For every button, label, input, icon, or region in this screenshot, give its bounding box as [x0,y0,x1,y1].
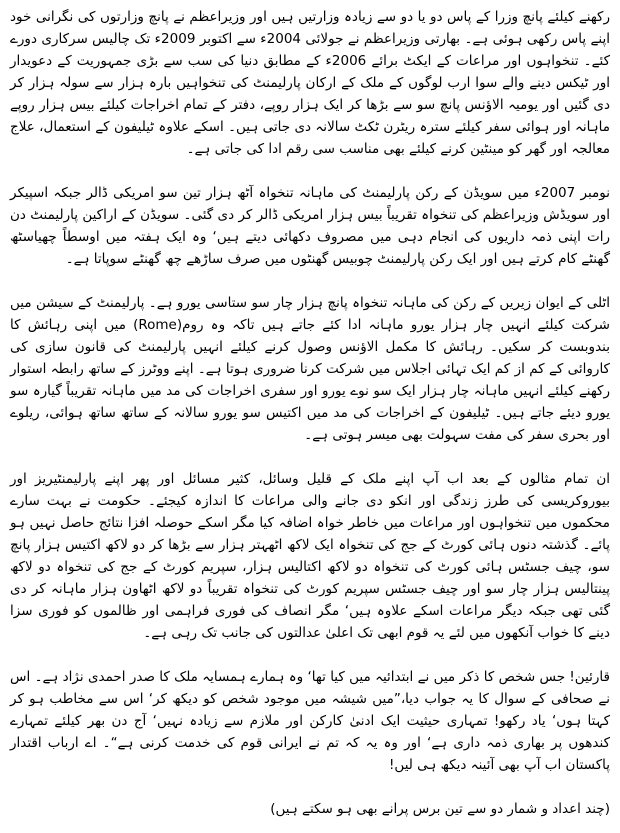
paragraph-5: قارئین! جس شخص کا ذکر میں نے ابتدائیہ میں کیا تھا‘ وہ ہمارے ہمسایہ ملک کا صدر احمدی نژاد ہے۔ اس نے صحافی کے سوال کا یہ جواب دیا،”میں شیشہ میں موجود شخص کو دیکھ کر‘ اس سے مخاطب ہو کر کہتا ہوں‘ یاد رکھو! تمہاری حیثیت ایک ادنیٰ کارکن اور ملازم سے زیادہ نہیں‘ آج دن بھر کیلئے تمہارے کندھوں پر بھاری ذمہ داری ہے‘ اور وہ یہ کہ تم نے ایرانی قوم کی خدمت کرنی ہے“۔ اے ارباب اقتدار پاکستان اب آپ بھی آئینہ دیکھ ہی لیں! [10,669,610,773]
paragraph-3: اٹلی کے ایوان زیریں کے رکن کی ماہانہ تنخواہ پانچ ہزار چار سو ستاسی یورو ہے۔ پارلیمنٹ کے سیشن میں شرکت کیلئے انہیں چار ہزار یورو ماہانہ ادا کئے جاتے ہیں تاکہ وہ روم(Rome) میں اپنی رہائش کا بندوبست کر سکیں۔ رہائش کا مکمل الاؤنس وصول کرنے کیلئے انہیں پارلیمنٹ کی قانون سازی کی کاروائی کے کم از کم ایک تہائی اجلاس میں شرکت کرنا ضروری ہوتا ہے۔ اپنے ووٹرز کے ساتھ رابطہ استوار رکھنے کیلئے انہیں ماہانہ چار ہزار ایک سو نوے یورو اور سفری اخراجات کی مد میں ماہانہ تقریباً گیارہ سو یورو دیئے جاتے ہیں۔ ٹیلیفون کے اخراجات کی مد میں اکتیس سو یورو سالانہ کے ساتھ ساتھ ہوائی، ریلوے اور بحری سفر کی مفت سہولت بھی میسر ہوتی ہے۔ [10,295,610,443]
footnote: (چند اعداد و شمار دو سے تین برس پرانے بھی ہو سکتے ہیں) [270,801,610,817]
paragraph-4: ان تمام مثالوں کے بعد اب آپ اپنے ملک کے قلیل وسائل، کثیر مسائل اور پھر اپنے پارلیمنٹیریز اور بیوروکریسی کی طرز زندگی اور انکو دی جانے والی مراعات کا اندازہ کیجئے۔ حکومت نے بہت سارے محکموں میں تنخواہوں اور مراعات میں خاطر خواہ اضافہ کیا مگر اسکے حوصلہ افزا نتائج حاصل نہیں ہو پائے۔ گذشتہ دنوں ہائی کورٹ کے جج کی تنخواہ ایک لاکھ اٹھہتر ہزار سے بڑھا کر دو لاکھ اکتیس ہزار پانچ سو، چیف جسٹس ہائی کورٹ کی تنخواہ دو لاکھ اکتالیس ہزار، سپریم کورٹ کے جج کی تنخواہ دو لاکھ پینتالیس ہزار چار سو اور چیف جسٹس سپریم کورٹ کی تنخواہ تقریباً دو لاکھ اٹھاون ہزار ماہانہ کر دی گئی تھی جبکہ دیگر مراعات اسکے علاوہ ہیں‘ مگر انصاف کی فوری فراہمی اور ظالموں کو فوری سزا دینے کا خواب آنکھوں میں لئے یہ قوم ابھی تک اعلیٰ عدالتوں کی جانب تک رہی ہے۔ [10,471,610,641]
paragraph-2: نومبر 2007ء میں سویڈن کے رکن پارلیمنٹ کی ماہانہ تنخواہ آٹھ ہزار تین سو امریکی ڈالر جبکہ اسپیکر اور سویڈش وزیراعظم کی تنخواہ تقریباً بیس ہزار امریکی ڈالر کر دی گئی۔ سویڈن کے اراکین پارلیمنٹ دن رات اپنی ذمہ داریوں کی انجام دہی میں مصروف دکھائی دیتے ہیں‘ وہ ایک ہفتہ میں اوسطاً چھیاسٹھ گھنٹے کام کرتے ہیں اور ایک رکن پارلیمنٹ چوبیس گھنٹوں میں صرف ساڑھے چھ گھنٹے سوپاتا ہے۔ [10,185,611,267]
paragraph-1: رکھنے کیلئے پانچ وزرا کے پاس دو یا دو سے زیادہ وزارتیں ہیں اور وزیراعظم نے پانچ وزارتوں کی نگرانی خود اپنے پاس رکھی ہوئی ہے۔ بھارتی وزیراعظم نے جولائی 2004ء سے اکتوبر 2009ء تک چالیس سرکاری دورے کئے۔ تنخواہوں اور مراعات کے ایکٹ برائے 2006ء کے مطابق دنیا کی سب سے بڑی جمہوریت کے دعویدار اور ٹیکس دینے والے سوا ارب لوگوں کے ملک کے ارکان پارلیمنٹ کی تنخواہیں بارہ ہزار سے سولہ ہزار کر دی گئیں اور یومیہ الاؤنس پانچ سو سے بڑھا کر ایک ہزار روپے، دفتر کے تمام اخراجات کیلئے بیس ہزار روپے ماہانہ اور ہوائی سفر کیلئے سترہ ریٹرن ٹکٹ سالانہ دی جاتی ہیں۔ اسکے علاوہ ٹیلیفون کے استعمال، علاج معالجہ اور گھر کو مینٹین کرنے کیلئے بھی مناسب سی رقم ادا کی جاتی ہے۔ [10,9,611,157]
